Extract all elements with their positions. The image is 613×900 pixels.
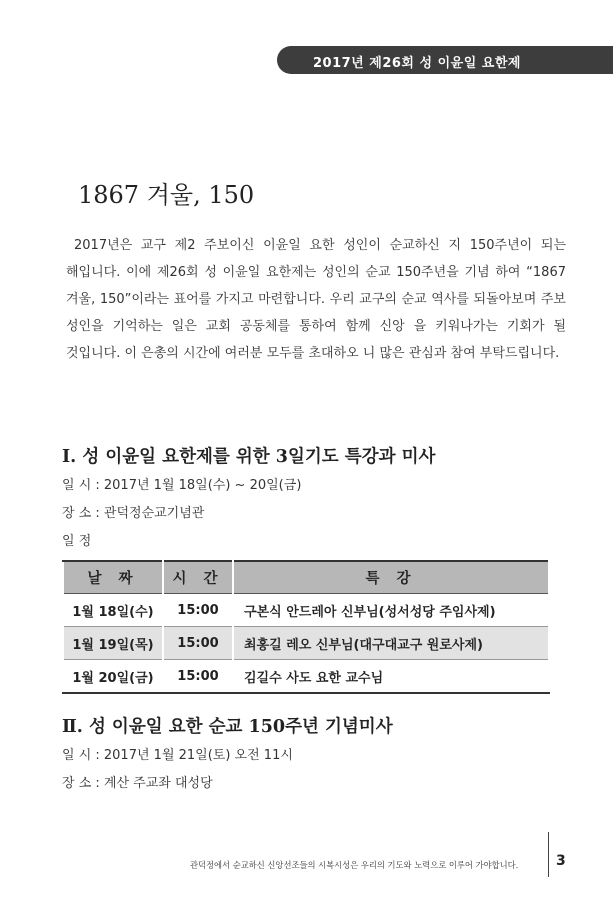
section1-date: 일 시 : 2017년 1월 18일(수) ~ 20일(금) bbox=[62, 478, 302, 493]
intro-paragraph bbox=[66, 232, 566, 367]
table-header-row bbox=[63, 561, 549, 594]
footer-divider bbox=[548, 832, 549, 877]
table-row bbox=[63, 627, 549, 660]
intro-line: 을 키워나가는 기회가 될 것입니다. 이 은총의 시간에 여러분 모두를 초대하오 bbox=[66, 319, 566, 361]
page-title: 1867 겨울, 150 bbox=[78, 181, 255, 209]
page-number: 3 bbox=[556, 853, 566, 869]
section1-title: 성 이윤일 요한제를 위한 3일기도 특강과 미사 bbox=[82, 447, 436, 467]
table-row bbox=[63, 660, 549, 694]
row-date: 1월 20일(금) bbox=[63, 660, 163, 694]
section1-heading bbox=[62, 443, 435, 468]
intro-line: 되는 해입니다. 이에 제26회 성 이윤일 요한제는 성인의 순교 150주년을 기념 bbox=[66, 238, 567, 280]
section1-schedule-label: 일 정 bbox=[62, 534, 92, 549]
row-time: 15:00 bbox=[163, 627, 233, 660]
section1-place: 장 소 : 관덕정순교기념관 bbox=[62, 506, 205, 521]
section2-heading bbox=[62, 713, 393, 738]
header-time: 시 간 bbox=[163, 561, 233, 594]
schedule-table bbox=[62, 560, 550, 694]
header-date: 날 짜 bbox=[63, 561, 163, 594]
section2-title: 성 이윤일 요한 순교 150주년 기념미사 bbox=[88, 717, 393, 737]
row-lecture: 구본식 안드레아 신부님(성서성당 주임사제) bbox=[233, 594, 549, 627]
row-time: 15:00 bbox=[163, 660, 233, 694]
section2-place: 장 소 : 계산 주교좌 대성당 bbox=[62, 776, 213, 791]
row-time: 15:00 bbox=[163, 594, 233, 627]
intro-line: 2017년은 교구 제2 주보이신 이윤일 요한 성인이 순교하신 지 150주년이 bbox=[74, 238, 533, 253]
intro-line: 하여 “1867 겨울, 150”이라는 표어를 가지고 마련합니다. 우리 교구의 순교 bbox=[66, 265, 566, 307]
running-header-bar bbox=[277, 46, 613, 74]
table-row bbox=[63, 594, 549, 627]
section1-number: Ⅰ. bbox=[62, 447, 77, 467]
intro-line: 니 많은 관심과 참여 부탁드립니다. bbox=[362, 346, 560, 361]
row-date: 1월 18일(수) bbox=[63, 594, 163, 627]
running-header-title: 2017년 제26회 성 이윤일 요한제 bbox=[313, 56, 521, 71]
intro-line: 역사를 되돌아보며 주보 성인을 기억하는 일은 교회 공동체를 통하여 함께 신앙 bbox=[66, 292, 566, 334]
footer-text: 관덕정에서 순교하신 신앙선조들의 시복시성은 우리의 기도와 노력으로 이루어 가야합니다. bbox=[190, 860, 519, 870]
section2-date: 일 시 : 2017년 1월 21일(토) 오전 11시 bbox=[62, 748, 293, 763]
section2-number: Ⅱ. bbox=[62, 717, 83, 737]
row-lecture: 최홍길 레오 신부님(대구대교구 원로사제) bbox=[233, 627, 549, 660]
row-date: 1월 19일(목) bbox=[63, 627, 163, 660]
row-lecture: 김길수 사도 요한 교수님 bbox=[233, 660, 549, 694]
header-lecture: 특 강 bbox=[233, 561, 549, 594]
